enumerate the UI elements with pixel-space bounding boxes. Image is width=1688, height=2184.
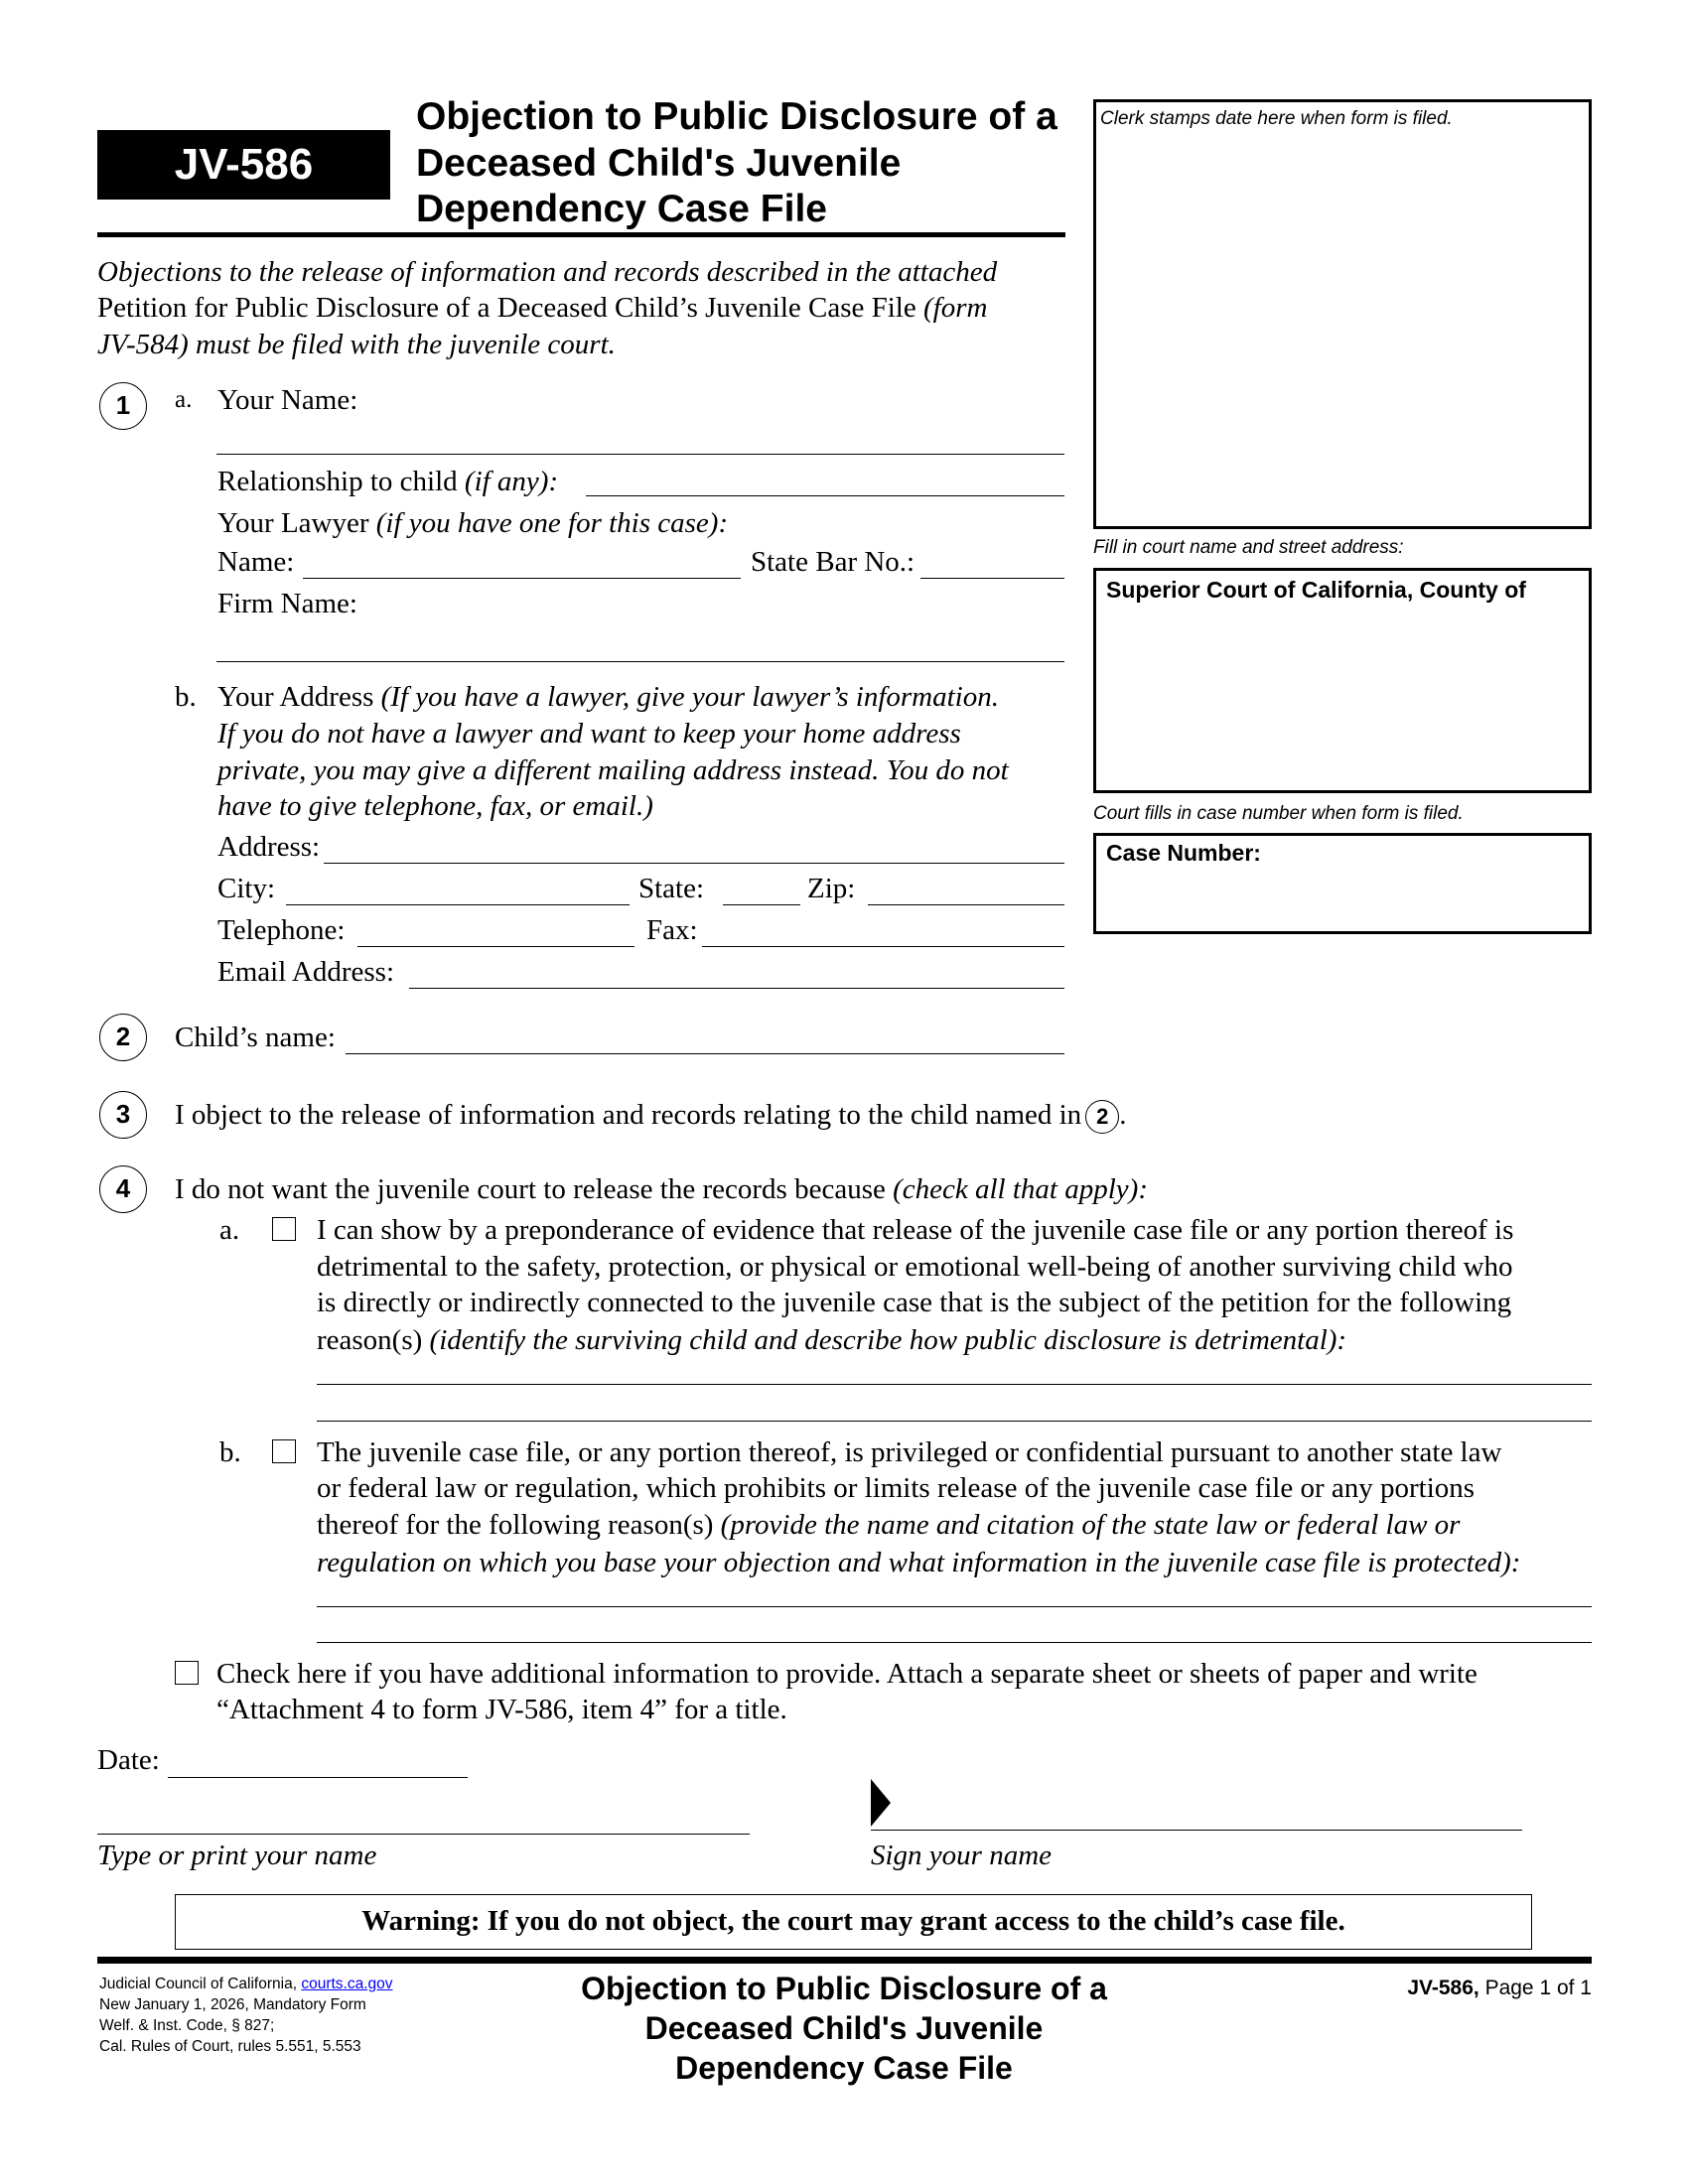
footer-publisher-text: Judicial Council of California, bbox=[99, 1976, 302, 1992]
your-address-text: Your Address bbox=[217, 681, 374, 713]
your-address-label bbox=[217, 679, 999, 715]
item4a-line: detrimental to the safety, protection, or physical or emotional well-being of another surviving child who bbox=[317, 1251, 1513, 1283]
item4a-hint: (identify the surviving child and describe how public disclosure is detrimental): bbox=[422, 1324, 1347, 1356]
child-name-field[interactable] bbox=[346, 1053, 1064, 1054]
item1a-label: a. bbox=[175, 386, 193, 413]
date-field[interactable] bbox=[168, 1777, 468, 1778]
item4b-line: or federal law or regulation, which prohibits or limits release of the juvenile case file or any portions bbox=[317, 1472, 1476, 1504]
intro-line: Objections to the release of information and records described in the attached bbox=[97, 256, 998, 288]
warning-text: Warning: If you do not object, the court may grant access to the child’s case file. bbox=[361, 1905, 1345, 1937]
relationship-text: Relationship to child bbox=[217, 466, 458, 497]
your-name-field[interactable] bbox=[216, 454, 1064, 455]
telephone-field[interactable] bbox=[357, 946, 634, 947]
intro-line bbox=[97, 290, 987, 326]
footer-page bbox=[1407, 1977, 1592, 2000]
item-number-3: 3 bbox=[99, 1091, 147, 1139]
item4-text bbox=[175, 1171, 1148, 1207]
item1b-label: b. bbox=[175, 681, 197, 713]
footer-title-line: Dependency Case File bbox=[675, 2050, 1013, 2086]
item4a-reason: reason(s) bbox=[317, 1324, 423, 1356]
item4b-reason-field[interactable] bbox=[317, 1606, 1592, 1607]
item4b-reason-field[interactable] bbox=[317, 1642, 1592, 1643]
item-number-2: 2 bbox=[99, 1014, 147, 1061]
item-number-1: 1 bbox=[99, 382, 147, 430]
zip-field[interactable] bbox=[868, 904, 1064, 905]
footer-page-number: Page 1 of 1 bbox=[1478, 1977, 1592, 1999]
state-field[interactable] bbox=[723, 904, 800, 905]
footer-revision: New January 1, 2026, Mandatory Form bbox=[99, 1996, 366, 2013]
item4a-reason-field[interactable] bbox=[317, 1384, 1592, 1385]
item4b-line: The juvenile case file, or any portion thereof, is privileged or confidential pursuant to another state law bbox=[317, 1436, 1502, 1468]
address-hint: (If you have a lawyer, give your lawyer’s information. bbox=[380, 681, 999, 713]
zip-label: Zip: bbox=[807, 873, 856, 904]
firm-name-label: Firm Name: bbox=[217, 588, 357, 619]
item-number-4: 4 bbox=[99, 1165, 147, 1213]
city-field[interactable] bbox=[286, 904, 630, 905]
signature-label: Sign your name bbox=[871, 1840, 1053, 1871]
signature-arrow-icon bbox=[871, 1779, 891, 1827]
header-rule bbox=[97, 232, 1065, 237]
date-label: Date: bbox=[97, 1744, 160, 1776]
relationship-hint: (if any): bbox=[464, 466, 559, 497]
email-field[interactable] bbox=[409, 988, 1064, 989]
warning-box bbox=[175, 1894, 1532, 1950]
lawyer-name-field[interactable] bbox=[303, 578, 741, 579]
lawyer-hint: (if you have one for this case): bbox=[375, 507, 729, 539]
relationship-label bbox=[217, 464, 558, 499]
item3-text bbox=[175, 1097, 1126, 1134]
state-label: State: bbox=[638, 873, 705, 904]
lawyer-label bbox=[217, 505, 728, 541]
state-bar-field[interactable] bbox=[920, 578, 1064, 579]
footer-title-line: Objection to Public Disclosure of a bbox=[581, 1971, 1107, 2006]
telephone-label: Telephone: bbox=[217, 914, 346, 946]
item4-hint: (check all that apply): bbox=[893, 1173, 1148, 1205]
relationship-field[interactable] bbox=[586, 495, 1064, 496]
item4-statement: I do not want the juvenile court to release the records because bbox=[175, 1173, 886, 1205]
additional-info-line: Check here if you have additional information to provide. Attach a separate sheet or sheets of paper and write bbox=[216, 1658, 1477, 1690]
footer-rule bbox=[97, 1957, 1592, 1964]
form-number-badge: JV-586 bbox=[97, 130, 390, 200]
case-box-caption: Court fills in case number when form is filed. bbox=[1093, 803, 1464, 824]
clerk-stamp-label: Clerk stamps date here when form is filed. bbox=[1100, 108, 1453, 129]
item3-statement: I object to the release of information and records relating to the child named in bbox=[175, 1099, 1082, 1131]
email-label: Email Address: bbox=[217, 956, 395, 988]
item3-period: . bbox=[1119, 1099, 1127, 1131]
fax-field[interactable] bbox=[702, 946, 1064, 947]
footer-title bbox=[496, 1969, 1192, 2088]
your-name-label: Your Name: bbox=[217, 384, 358, 416]
signature-field[interactable] bbox=[871, 1830, 1522, 1831]
item4b-line bbox=[317, 1507, 1460, 1543]
child-name-label: Child’s name: bbox=[175, 1022, 336, 1053]
print-name-label: Type or print your name bbox=[97, 1840, 377, 1871]
title-line: Dependency Case File bbox=[416, 188, 827, 230]
item4a-line: is directly or indirectly connected to the juvenile case that is the subject of the petition for the following bbox=[317, 1287, 1512, 1318]
intro-hint: (form bbox=[915, 292, 988, 324]
city-label: City: bbox=[217, 873, 276, 904]
case-number-label: Case Number: bbox=[1106, 840, 1261, 866]
address-label: Address: bbox=[217, 831, 321, 863]
additional-info-line: “Attachment 4 to form JV-586, item 4” for a title. bbox=[216, 1694, 787, 1725]
footer-form-number: JV-586, bbox=[1407, 1977, 1479, 1999]
address-hint: have to give telephone, fax, or email.) bbox=[217, 790, 653, 822]
firm-name-field[interactable] bbox=[216, 661, 1064, 662]
state-bar-label: State Bar No.: bbox=[751, 546, 915, 578]
item4a-label: a. bbox=[219, 1214, 240, 1246]
courts-link[interactable]: courts.ca.gov bbox=[301, 1976, 393, 1992]
footer-rules: Cal. Rules of Court, rules 5.551, 5.553 bbox=[99, 2038, 361, 2055]
footer-code: Welf. & Inst. Code, § 827; bbox=[99, 2017, 275, 2034]
lawyer-text: Your Lawyer bbox=[217, 507, 369, 539]
additional-info-checkbox[interactable] bbox=[175, 1661, 199, 1685]
item4a-checkbox[interactable] bbox=[272, 1217, 296, 1241]
clerk-stamp-box bbox=[1093, 99, 1592, 529]
item-ref-2: 2 bbox=[1085, 1100, 1119, 1134]
item4b-reason: thereof for the following reason(s) bbox=[317, 1509, 714, 1541]
title-line: Objection to Public Disclosure of a bbox=[416, 95, 1057, 138]
title-line: Deceased Child's Juvenile bbox=[416, 141, 902, 185]
footer-publisher bbox=[99, 1974, 393, 1994]
item4a-reason-field[interactable] bbox=[317, 1421, 1592, 1422]
court-box-caption: Fill in court name and street address: bbox=[1093, 537, 1404, 558]
address-hint: private, you may give a different mailing address instead. You do not bbox=[217, 754, 1009, 786]
lawyer-name-label: Name: bbox=[217, 546, 295, 578]
item4a-line bbox=[317, 1322, 1346, 1358]
item4a-line: I can show by a preponderance of evidence that release of the juvenile case file or any portion thereof is bbox=[317, 1214, 1514, 1246]
item4b-line: regulation on which you base your objection and what information in the juvenile case file is protected): bbox=[317, 1547, 1521, 1578]
fax-label: Fax: bbox=[646, 914, 698, 946]
address-hint: If you do not have a lawyer and want to keep your home address bbox=[217, 718, 961, 750]
item4b-checkbox[interactable] bbox=[272, 1439, 296, 1463]
intro-form-name: Petition for Public Disclosure of a Deceased Child’s Juvenile Case File bbox=[97, 292, 916, 324]
item4b-label: b. bbox=[219, 1436, 241, 1468]
footer-title-line: Deceased Child's Juvenile bbox=[644, 2010, 1044, 2046]
print-name-field[interactable] bbox=[97, 1834, 750, 1835]
case-number-box[interactable] bbox=[1093, 833, 1592, 934]
intro-line: JV-584) must be filed with the juvenile court. bbox=[97, 329, 616, 360]
footer-info bbox=[99, 1974, 393, 2057]
address-field[interactable] bbox=[324, 863, 1064, 864]
item4b-hint: (provide the name and citation of the state law or federal law or bbox=[713, 1509, 1461, 1541]
court-name-label: Superior Court of California, County of bbox=[1106, 577, 1526, 603]
form-title bbox=[416, 94, 1057, 233]
court-name-box[interactable] bbox=[1093, 568, 1592, 793]
